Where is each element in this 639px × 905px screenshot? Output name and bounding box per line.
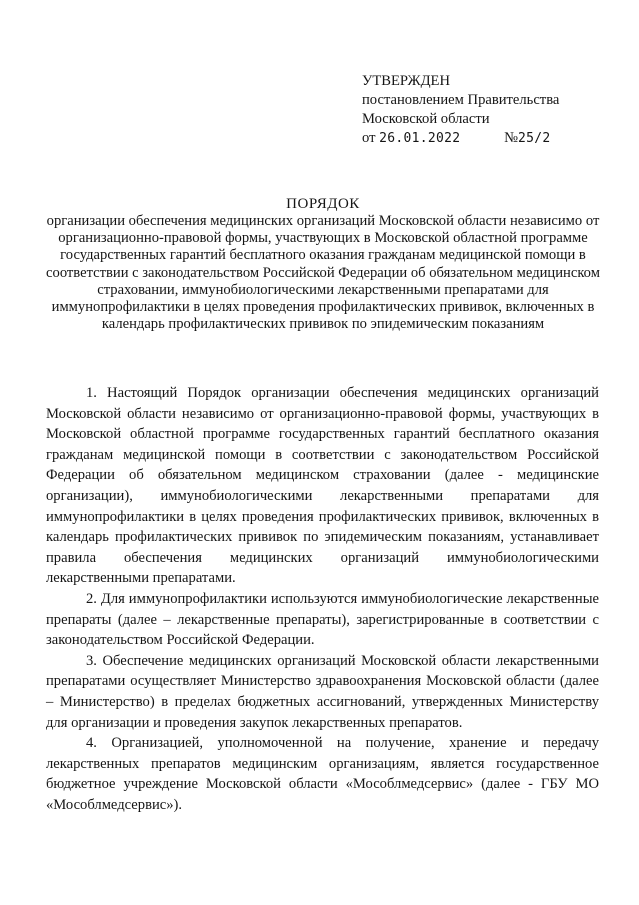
paragraph-2: 2. Для иммунопрофилактики используются иммунобиологические лекарственные препараты (далее – лекарственные препараты), зарегистрированные в соответствии с законодательством Российской Федерации. <box>46 590 599 649</box>
document-title-block <box>44 195 602 333</box>
approval-number: 25/2 <box>518 131 551 146</box>
paragraph-3: 3. Обеспечение медицинских организаций Московской области лекарственными препаратами осуществляет Министерство здравоохранения Московской области (далее – Министерство) в пределах бюджетных ассигнований, утвержденных Министерству для организации и проведения закупок лекарственных препаратов. <box>46 652 599 731</box>
document-subtitle: организации обеспечения медицинских организаций Московской области независимо от организационно-правовой формы, участвующих в Московской областной программе государственных гарантий бесплатного оказания гражданам медицинской помощи в соответствии с законодательством Российской Федерации об обязательном медицинском страховании, иммунобиологическими лекарственными препаратами для иммунопрофилактики в целях проведения профилактических прививок, включенных в календарь профилактических прививок по эпидемическим показаниям <box>46 213 600 333</box>
document-body <box>46 383 599 815</box>
paragraph-4: 4. Организацией, уполномоченной на получение, хранение и передачу лекарственных препаратов медицинским организациям, является государственное бюджетное учреждение Московской области «Мособлмедсервис» (далее - ГБУ МО «Мособлмедсервис»). <box>46 735 599 813</box>
approval-title: УТВЕРЖДЕН <box>362 73 450 89</box>
paragraph-1: 1. Настоящий Порядок организации обеспечения медицинских организаций Московской области независимо от организационно-правовой формы, участвующих в Московской областной программе государственных гарантий бесплатного оказания гражданам медицинской помощи в соответствии с законодательством Российской Федерации об обязательном медицинском страховании (далее - медицинские организации), иммунобиологическими лекарственными препаратами для иммунопрофилактики в целях проведения профилактических прививок, включенных в календарь профилактических прививок по эпидемическим показаниям, устанавливает правила обеспечения медицинских организаций иммунобиологическими лекарственными препаратами. <box>46 385 599 587</box>
approval-issuer-line: постановлением Правительства <box>362 92 560 108</box>
approval-stamp-block <box>362 72 622 148</box>
number-prefix: № <box>504 130 519 146</box>
approval-date: 26.01.2022 <box>379 131 461 146</box>
approval-region-line: Московской области <box>362 111 490 127</box>
date-prefix: от <box>362 130 376 146</box>
document-heading: ПОРЯДОК <box>286 196 360 212</box>
approval-date-number-line <box>362 129 622 148</box>
